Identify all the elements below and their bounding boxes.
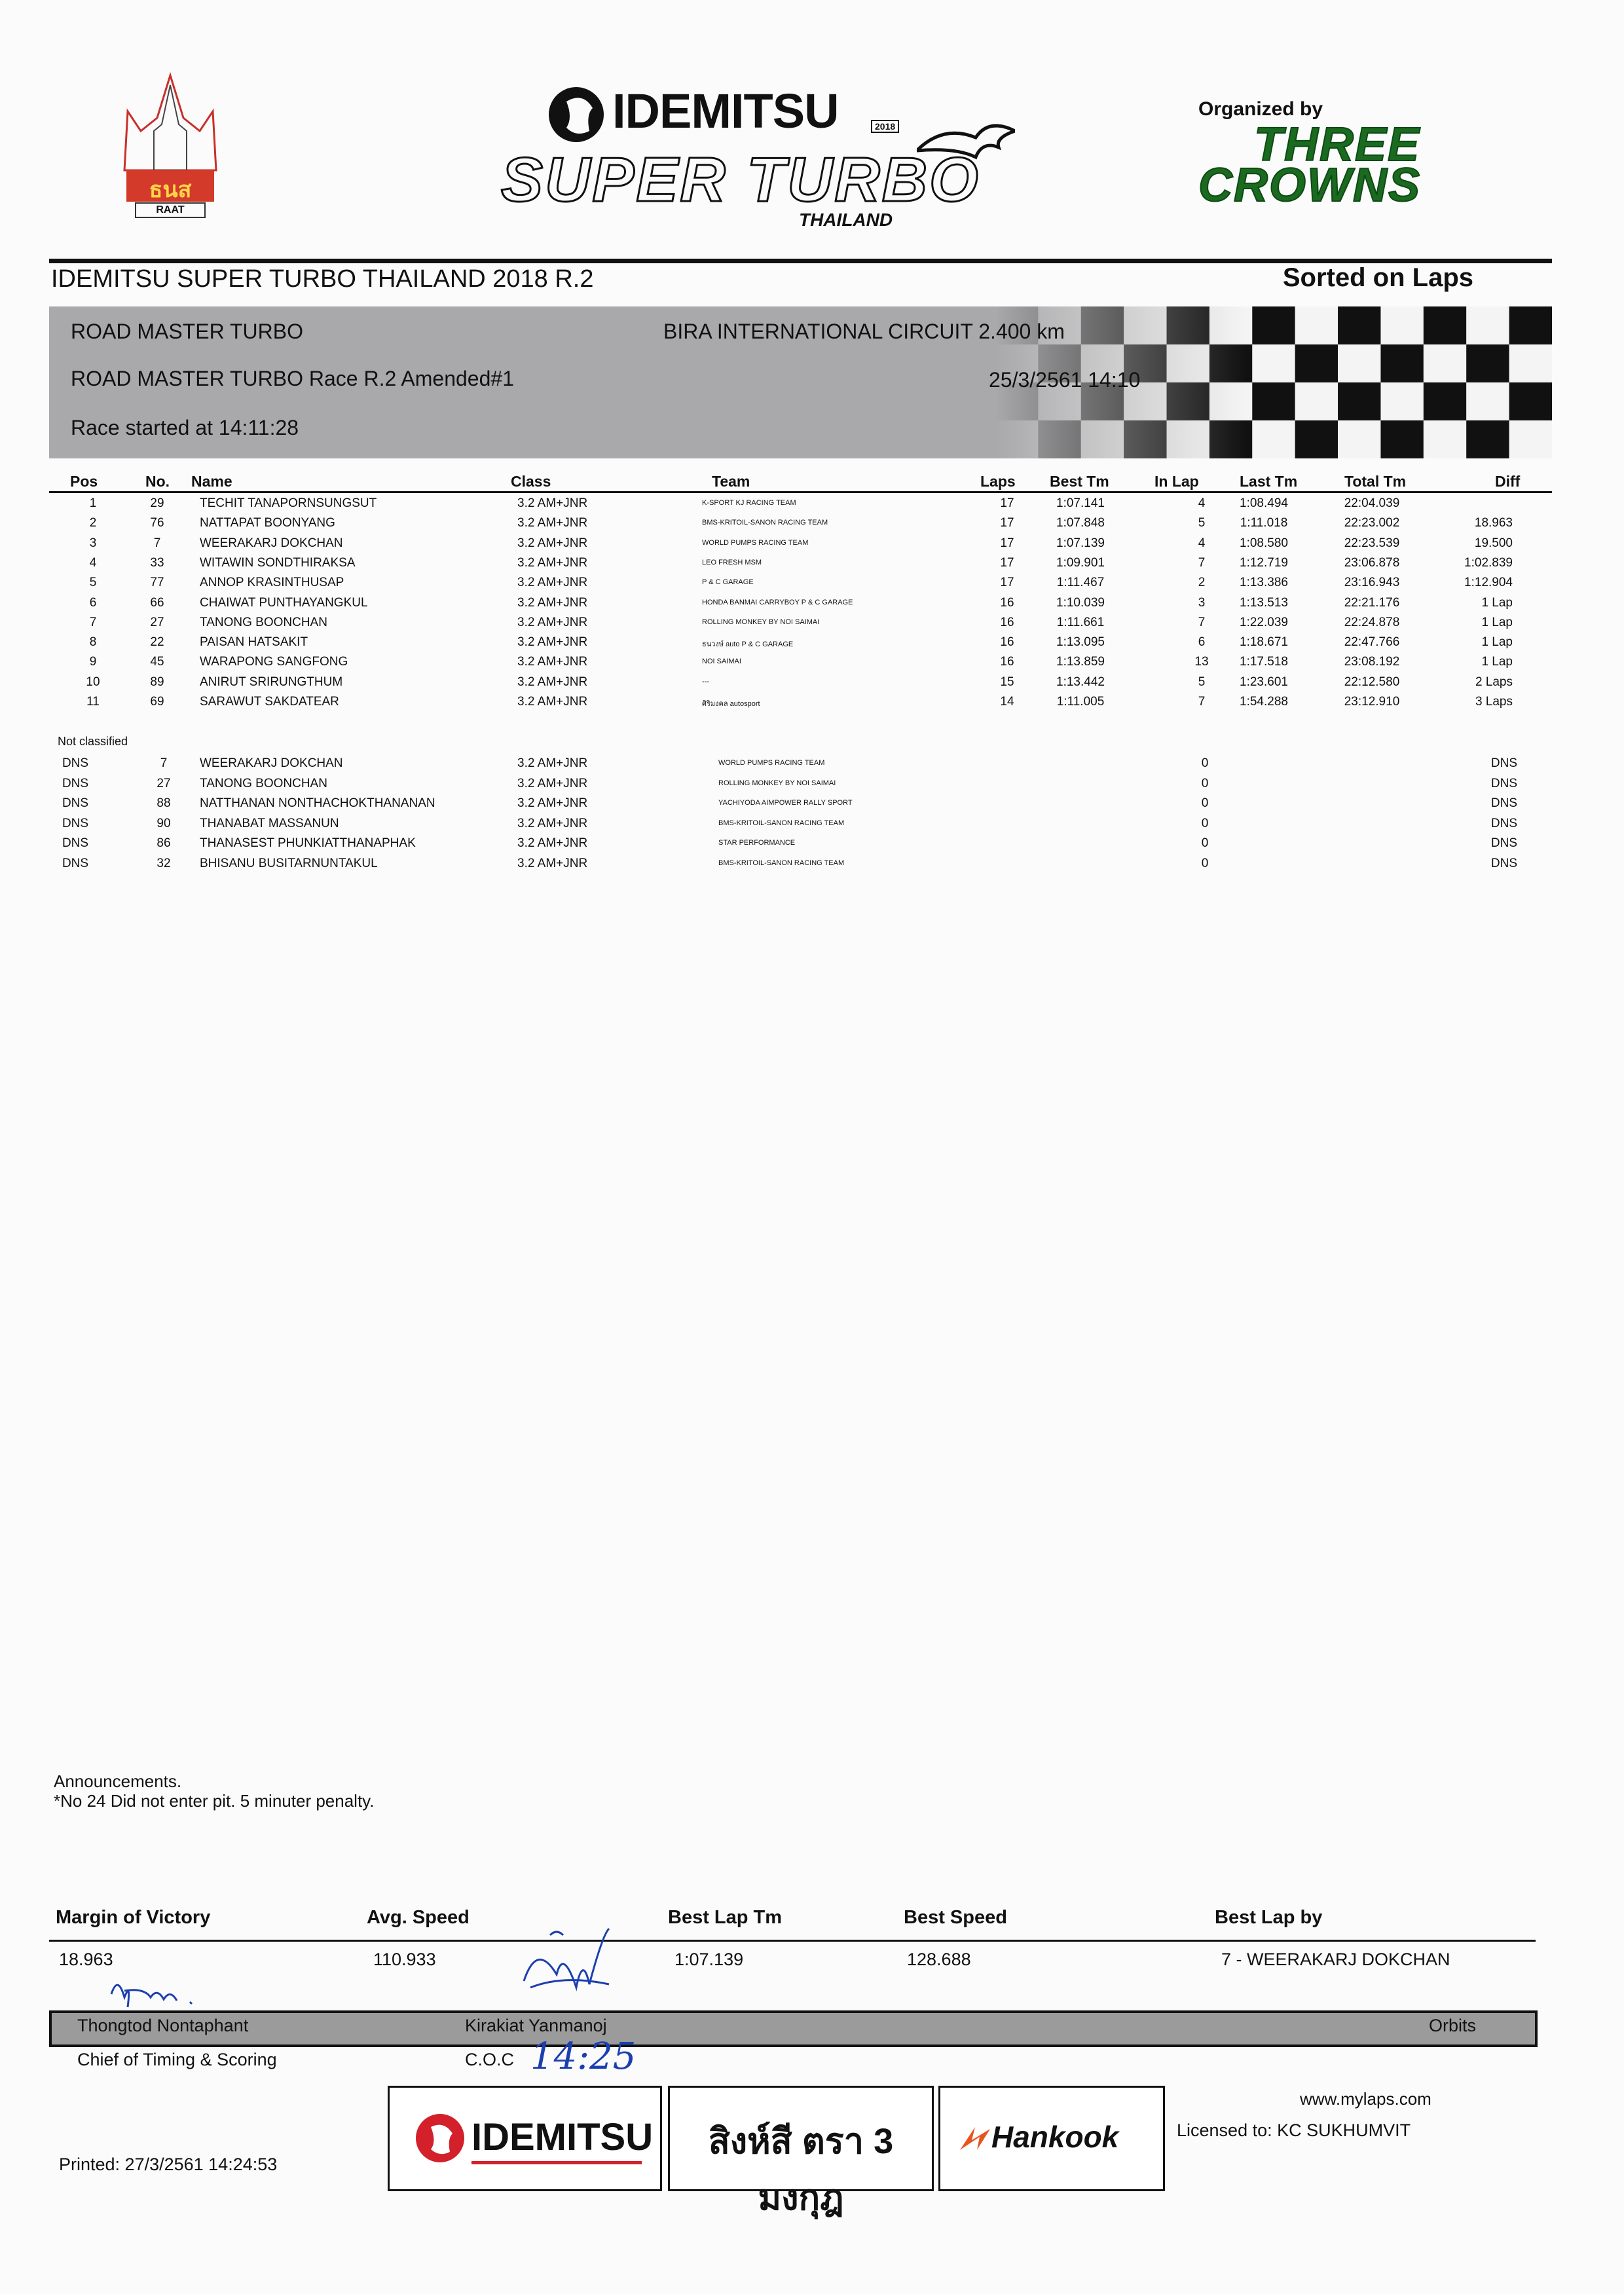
cell-best: 1:11.661 [1056, 615, 1105, 629]
cell-last: 1:13.386 [1240, 576, 1288, 590]
cell-total: 22:12.580 [1344, 675, 1400, 689]
cell-class: 3.2 AM+JNR [517, 816, 588, 830]
cell-diff: DNS [1490, 816, 1517, 830]
cell-inlap: 7 [1198, 615, 1206, 629]
cell-team: BMS-KRITOIL-SANON RACING TEAM [702, 519, 828, 527]
three-crowns-logo [1198, 119, 1421, 212]
margin-of-victory-label: Margin of Victory [56, 1907, 211, 1928]
cell-name: BHISANU BUSITARNUNTAKUL [200, 856, 378, 870]
cell-no: 22 [150, 635, 164, 650]
col-no: No. [145, 473, 170, 490]
announcements-title: Announcements. [54, 1771, 182, 1791]
margin-of-victory-value: 18.963 [59, 1950, 113, 1969]
cell-diff: DNS [1490, 756, 1517, 770]
sponsor-hankook [938, 2086, 1165, 2191]
cell-laps: 16 [1000, 595, 1014, 610]
cell-last: 1:17.518 [1240, 655, 1288, 669]
cell-total: 22:23.539 [1344, 536, 1400, 550]
cell-last: 1:12.719 [1240, 555, 1288, 570]
cell-team: --- [702, 677, 709, 686]
organizer-line1: THREE [1254, 119, 1421, 171]
cell-last: 1:08.494 [1240, 496, 1288, 510]
cell-team: BMS-KRITOIL-SANON RACING TEAM [718, 859, 845, 867]
best-lap-value: 1:07.139 [674, 1950, 744, 1969]
cell-team: YACHIYODA AIMPOWER RALLY SPORT [718, 799, 853, 807]
col-laps: Laps [980, 473, 1016, 490]
cell-diff: 1:12.904 [1464, 576, 1513, 590]
cell-name: ANIRUT SRIRUNGTHUM [200, 675, 343, 689]
cell-pos: DNS [62, 816, 89, 830]
cell-pos: 6 [89, 595, 97, 610]
best-speed-label: Best Speed [904, 1907, 1007, 1928]
event-logo-title: SUPER TURBO [501, 145, 980, 215]
cell-diff: 2 Laps [1475, 675, 1513, 689]
cell-last: 1:08.580 [1240, 536, 1288, 550]
cell-total: 22:23.002 [1344, 516, 1400, 530]
cell-pos: 4 [89, 555, 97, 570]
cell-no: 89 [150, 675, 164, 689]
event-logo-country: THAILAND [799, 210, 893, 230]
col-name: Name [191, 473, 232, 490]
cell-inlap: 2 [1198, 576, 1206, 590]
cell-last: 1:18.671 [1240, 635, 1288, 650]
official2-role: C.O.C [465, 2050, 515, 2069]
sponsor-idemitsu [388, 2086, 662, 2191]
handwritten-time: 14:25 [530, 2035, 637, 2078]
event-logo-brand: IDEMITSU [612, 84, 839, 138]
cell-no: 32 [157, 856, 171, 870]
cell-name: NATTAPAT BOONYANG [200, 516, 335, 530]
cell-no: 7 [153, 536, 161, 550]
cell-team: ROLLING MONKEY BY NOI SAIMAI [702, 618, 820, 626]
circuit-info: BIRA INTERNATIONAL CIRCUIT 2.400 km [663, 320, 1065, 343]
cell-no: 77 [150, 576, 164, 590]
title-divider [49, 259, 1552, 263]
cell-diff: 3 Laps [1475, 695, 1513, 709]
cell-best: 1:13.859 [1056, 655, 1105, 669]
cell-diff: DNS [1490, 796, 1517, 810]
cell-class: 3.2 AM+JNR [517, 856, 588, 870]
cell-total: 23:08.192 [1344, 655, 1400, 669]
cell-laps: 0 [1201, 856, 1209, 870]
cell-laps: 17 [1000, 516, 1014, 530]
cell-team: WORLD PUMPS RACING TEAM [702, 538, 809, 547]
sort-label: Sorted on Laps [1282, 263, 1473, 292]
footer-divider [49, 1940, 1536, 1942]
cell-team: HONDA BANMAI CARRYBOY P & C GARAGE [702, 598, 853, 606]
cell-name: TECHIT TANAPORNSUNGSUT [200, 496, 377, 510]
cell-inlap: 13 [1194, 655, 1209, 669]
cell-laps: 0 [1201, 836, 1209, 850]
cell-class: 3.2 AM+JNR [517, 615, 588, 629]
cell-laps: 0 [1201, 816, 1209, 830]
cell-class: 3.2 AM+JNR [517, 776, 588, 790]
cell-no: 27 [150, 615, 164, 629]
idemitsu-emblem-icon [415, 2113, 466, 2164]
officials-bar [49, 2010, 1538, 2047]
cell-name: WEERAKARJ DOKCHAN [200, 536, 343, 550]
cell-no: 45 [150, 655, 164, 669]
cell-name: CHAIWAT PUNTHAYANGKUL [200, 595, 368, 610]
col-last-tm: Last Tm [1240, 473, 1298, 490]
col-diff: Diff [1495, 473, 1521, 490]
cell-pos: DNS [62, 796, 89, 810]
cell-pos: 5 [89, 576, 97, 590]
col-class: Class [511, 473, 551, 490]
not-classified-label: Not classified [58, 735, 128, 748]
flame-icon [917, 111, 1015, 170]
race-name: ROAD MASTER TURBO Race R.2 Amended#1 [71, 367, 514, 390]
cell-no: 90 [157, 816, 171, 830]
cell-inlap: 4 [1198, 536, 1206, 550]
best-lap-by-value: 7 - WEERAKARJ DOKCHAN [1221, 1950, 1450, 1969]
cell-class: 3.2 AM+JNR [517, 796, 588, 810]
hankook-emblem-icon [959, 2124, 991, 2153]
cell-laps: 17 [1000, 496, 1014, 510]
cell-best: 1:07.139 [1056, 536, 1105, 550]
cell-no: 88 [157, 796, 171, 810]
cell-best: 1:11.467 [1056, 576, 1105, 590]
event-logo-year: 2018 [871, 120, 899, 133]
avg-speed-label: Avg. Speed [367, 1907, 470, 1928]
cell-total: 22:04.039 [1344, 496, 1400, 510]
col-pos: Pos [70, 473, 98, 490]
col-team: Team [712, 473, 750, 490]
cell-total: 23:12.910 [1344, 695, 1400, 709]
cell-team: P & C GARAGE [702, 578, 754, 587]
cell-inlap: 7 [1198, 555, 1206, 570]
cell-pos: 10 [86, 675, 100, 689]
cell-diff: 1 Lap [1481, 635, 1513, 650]
cell-diff: 1 Lap [1481, 595, 1513, 610]
cell-laps: 17 [1000, 555, 1014, 570]
cell-last: 1:22.039 [1240, 615, 1288, 629]
cell-last: 1:54.288 [1240, 695, 1288, 709]
cell-class: 3.2 AM+JNR [517, 516, 588, 530]
cell-no: 69 [150, 695, 164, 709]
cell-team: LEO FRESH MSM [702, 558, 762, 566]
cell-team: NOI SAIMAI [702, 657, 741, 666]
idemitsu-super-turbo-logo [498, 75, 1022, 232]
cell-inlap: 6 [1198, 635, 1206, 650]
cell-best: 1:11.005 [1056, 695, 1105, 709]
official1-name: Thongtod Nontaphant [77, 2016, 249, 2035]
cell-pos: DNS [62, 836, 89, 850]
cell-best: 1:13.442 [1056, 675, 1105, 689]
cell-name: WITAWIN SONDTHIRAKSA [200, 555, 356, 570]
cell-pos: 2 [89, 516, 97, 530]
cell-class: 3.2 AM+JNR [517, 655, 588, 669]
cell-no: 27 [157, 776, 171, 790]
cell-diff: DNS [1490, 836, 1517, 850]
cell-diff: DNS [1490, 856, 1517, 870]
cell-class: 3.2 AM+JNR [517, 675, 588, 689]
best-speed-value: 128.688 [907, 1950, 971, 1969]
cell-best: 1:10.039 [1056, 595, 1105, 610]
cell-laps: 0 [1201, 756, 1209, 770]
cell-diff: 18.963 [1474, 516, 1513, 530]
cell-best: 1:07.141 [1056, 496, 1105, 510]
cell-inlap: 3 [1198, 595, 1206, 610]
cell-name: SARAWUT SAKDATEAR [200, 695, 339, 709]
cell-team: K-SPORT KJ RACING TEAM [702, 499, 796, 507]
organized-by-label: Organized by [1198, 98, 1323, 120]
avg-speed-value: 110.933 [373, 1950, 436, 1969]
licensed-to: Licensed to: KC SUKHUMVIT [1177, 2120, 1411, 2140]
cell-best: 1:13.095 [1056, 635, 1105, 650]
col-best-tm: Best Tm [1050, 473, 1109, 490]
col-total-tm: Total Tm [1344, 473, 1407, 490]
sponsor1-underline [471, 2161, 642, 2164]
cell-laps: 14 [1000, 695, 1014, 709]
cell-laps: 16 [1000, 615, 1014, 629]
cell-total: 22:24.878 [1344, 615, 1400, 629]
cell-diff: 19.500 [1474, 536, 1513, 550]
cell-class: 3.2 AM+JNR [517, 595, 588, 610]
cell-team: ROLLING MONKEY BY NOI SAIMAI [718, 779, 836, 787]
cell-best: 1:09.901 [1056, 555, 1105, 570]
organizer-block [1198, 98, 1506, 216]
cell-last: 1:11.018 [1240, 516, 1288, 530]
cell-team: BMS-KRITOIL-SANON RACING TEAM [718, 819, 845, 827]
cell-class: 3.2 AM+JNR [517, 635, 588, 650]
cell-best: 1:07.848 [1056, 516, 1105, 530]
royal-logo-text: ธนส [149, 177, 192, 202]
cell-team: STAR PERFORMANCE [718, 839, 796, 847]
cell-class: 3.2 AM+JNR [517, 695, 588, 709]
cell-pos: 1 [89, 496, 97, 510]
cell-name: THANABAT MASSANUN [200, 816, 339, 830]
cell-laps: 16 [1000, 655, 1014, 669]
cell-pos: 7 [89, 615, 97, 629]
cell-no: 7 [160, 756, 168, 770]
cell-inlap: 7 [1198, 695, 1206, 709]
sponsor-three-crowns [668, 2086, 934, 2217]
cell-no: 33 [150, 555, 164, 570]
cell-diff: 1:02.839 [1464, 555, 1513, 570]
cell-laps: 0 [1201, 796, 1209, 810]
cell-total: 22:21.176 [1344, 595, 1400, 610]
cell-laps: 17 [1000, 576, 1014, 590]
cell-name: PAISAN HATSAKIT [200, 635, 308, 650]
royal-logo-subtext: RAAT [156, 204, 185, 215]
cell-inlap: 5 [1198, 675, 1206, 689]
royal-automobile-association-logo [121, 72, 219, 223]
best-lap-label: Best Lap Tm [668, 1907, 783, 1928]
sponsor1-text: IDEMITSU [471, 2116, 654, 2158]
event-title: IDEMITSU SUPER TURBO THAILAND 2018 R.2 [51, 265, 594, 293]
cell-pos: DNS [62, 756, 89, 770]
sponsor3-text: Hankook [991, 2120, 1119, 2154]
cell-name: NATTHANAN NONTHACHOKTHANANAN [200, 796, 435, 810]
website: www.mylaps.com [1300, 2089, 1431, 2109]
cell-name: TANONG BOONCHAN [200, 615, 327, 629]
cell-class: 3.2 AM+JNR [517, 555, 588, 570]
cell-name: TANONG BOONCHAN [200, 776, 327, 790]
cell-pos: 11 [86, 695, 100, 709]
cell-pos: DNS [62, 856, 89, 870]
cell-team: WORLD PUMPS RACING TEAM [718, 759, 825, 767]
race-started: Race started at 14:11:28 [71, 416, 299, 439]
cell-no: 76 [150, 516, 164, 530]
cell-pos: 9 [89, 655, 97, 669]
cell-laps: 0 [1201, 776, 1209, 790]
cell-class: 3.2 AM+JNR [517, 836, 588, 850]
cell-inlap: 4 [1198, 496, 1206, 510]
class-name: ROAD MASTER TURBO [71, 320, 303, 343]
cell-no: 29 [150, 496, 164, 510]
cell-name: THANASEST PHUNKIATTHANAPHAK [200, 836, 416, 850]
orbits-label: Orbits [1429, 2016, 1477, 2035]
cell-laps: 15 [1000, 675, 1014, 689]
cell-pos: 3 [89, 536, 97, 550]
cell-name: ANNOP KRASINTHUSAP [200, 576, 344, 590]
cell-name: WARAPONG SANGFONG [200, 655, 348, 669]
cell-diff: DNS [1490, 776, 1517, 790]
cell-last: 1:23.601 [1240, 675, 1288, 689]
signature-coc [511, 1922, 622, 2007]
cell-no: 86 [157, 836, 171, 850]
race-datetime: 25/3/2561 14:10 [989, 368, 1141, 392]
header-divider [49, 491, 1552, 493]
cell-team: ธนวงษ์ auto P & C GARAGE [702, 640, 794, 649]
cell-laps: 17 [1000, 536, 1014, 550]
signature-timing-chief [105, 1968, 236, 2014]
cell-inlap: 5 [1198, 516, 1206, 530]
cell-class: 3.2 AM+JNR [517, 496, 588, 510]
official2-name: Kirakiat Yanmanoj [465, 2016, 607, 2035]
cell-class: 3.2 AM+JNR [517, 576, 588, 590]
cell-total: 23:16.943 [1344, 576, 1400, 590]
cell-team: ศิริมงคล autosport [702, 700, 760, 708]
cell-no: 66 [150, 595, 164, 610]
cell-total: 22:47.766 [1344, 635, 1400, 650]
cell-total: 23:06.878 [1344, 555, 1400, 570]
cell-laps: 16 [1000, 635, 1014, 650]
col-in-lap: In Lap [1154, 473, 1199, 490]
organizer-line2: CROWNS [1198, 159, 1421, 212]
announcements [54, 1771, 374, 1811]
printed-timestamp: Printed: 27/3/2561 14:24:53 [59, 2155, 278, 2174]
cell-pos: 8 [89, 635, 97, 650]
cell-class: 3.2 AM+JNR [517, 536, 588, 550]
announcements-text: *No 24 Did not enter pit. 5 minuter penalty. [54, 1791, 375, 1811]
best-lap-by-label: Best Lap by [1215, 1907, 1323, 1928]
official1-role: Chief of Timing & Scoring [77, 2050, 277, 2069]
sponsor2-text: สิงห์สี ตรา 3 มงกุฎ [708, 2122, 894, 2217]
cell-diff: 1 Lap [1481, 615, 1513, 629]
cell-last: 1:13.513 [1240, 595, 1288, 610]
cell-name: WEERAKARJ DOKCHAN [200, 756, 343, 770]
cell-pos: DNS [62, 776, 89, 790]
cell-diff: 1 Lap [1481, 655, 1513, 669]
cell-class: 3.2 AM+JNR [517, 756, 588, 770]
